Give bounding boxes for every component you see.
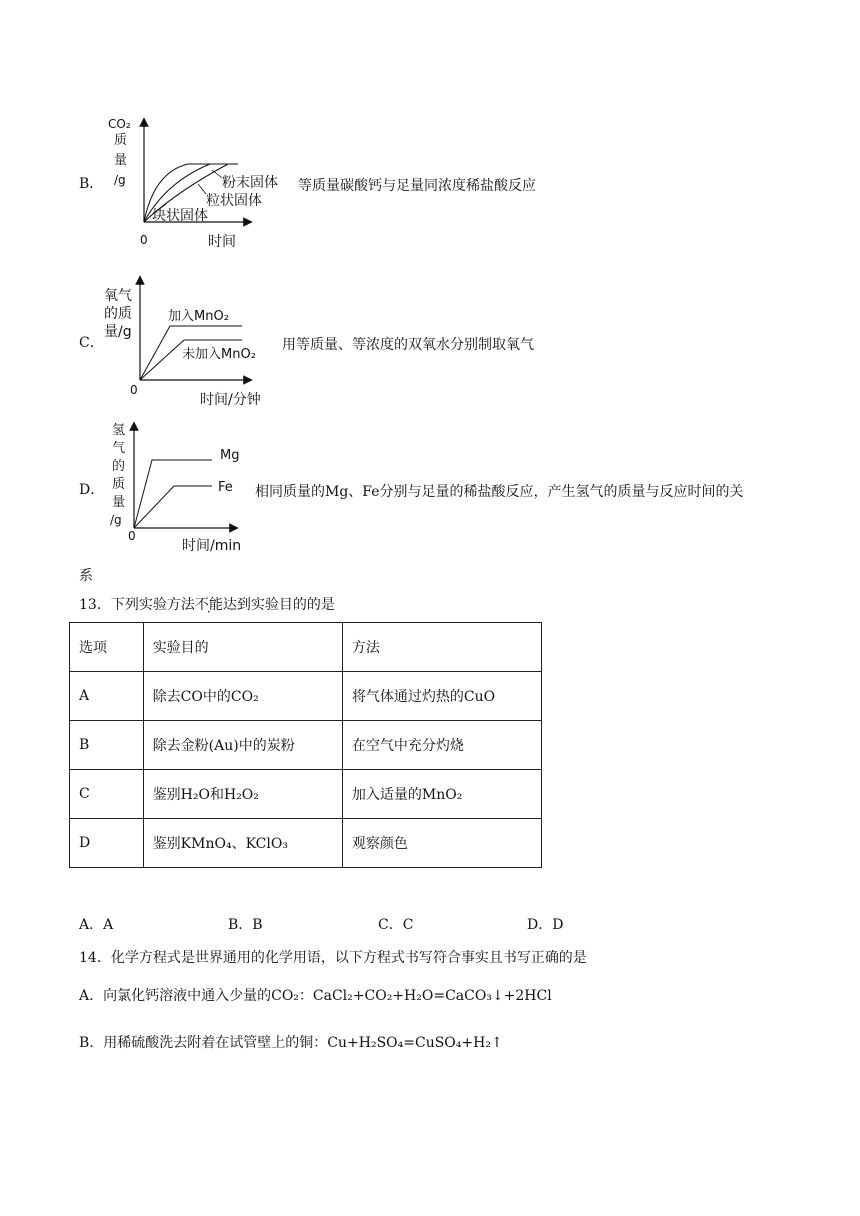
curve-label-without: 未加入MnO₂ [182,347,256,362]
ylabel-2: 量/g [104,324,132,340]
origin: 0 [140,233,148,247]
graph-b [100,112,300,252]
answer-a[interactable]: A．A [79,917,114,933]
origin: 0 [128,529,136,543]
xlabel: 时间/分钟 [200,392,261,408]
cell-method: 加入适量的MnO₂ [342,770,541,819]
option-d-letter: D． [79,482,105,498]
ylabel-0: 氢 [112,423,126,438]
q14-option-a[interactable]: A．向氯化钙溶液中通入少量的CO₂：CaCl₂+CO₂+H₂O=CaCO₃↓+2HCl [79,988,552,1004]
q13-stem-pre: 13．下列实验方法 [79,597,195,613]
q13-stem-post: 达到实验目的的是 [222,597,335,613]
cell-purpose: 除去金粉(Au)中的炭粉 [143,721,342,770]
answer-c[interactable]: C．C [378,917,414,933]
q14-stem: 14．化学方程式是世界通用的化学用语，以下方程式书写符合事实且书写正确的是 [79,950,587,966]
cell-method: 在空气中充分灼烧 [342,721,541,770]
xlabel: 时间 [208,234,236,250]
q14-option-b[interactable]: B．用稀硫酸洗去附着在试管壁上的铜：Cu+H₂SO₄=CuSO₄+H₂↑ [79,1035,503,1051]
table-row [70,770,542,819]
curve-label-fe: Fe [218,480,233,495]
option-b-letter: B． [79,176,104,192]
cell-option: B [70,721,144,770]
line-fe [134,486,212,528]
table-row [70,721,542,770]
q13-stem [79,594,335,614]
cell-method: 将气体通过灼热的CuO [342,672,541,721]
origin: 0 [130,383,138,397]
table-row [70,672,542,721]
option-b-desc: 等质量碳酸钙与足量同浓度稀盐酸反应 [298,178,536,194]
ylabel-1: 的质 [104,306,132,322]
ylabel-3: /g [114,173,126,187]
ylabel-2: 的 [112,459,126,474]
curve-label-powder: 粉末固体 [222,175,278,191]
ylabel-1: 气 [112,441,126,456]
graph-d [100,418,260,556]
cell-purpose: 除去CO中的CO₂ [143,672,342,721]
option-d-desc-cont: 系 [79,568,93,584]
table-row [70,819,542,868]
cell-purpose: 鉴别H₂O和H₂O₂ [143,770,342,819]
option-c-desc: 用等质量、等浓度的双氧水分别制取氧气 [282,337,534,353]
q13-table [69,622,542,868]
header-purpose: 实验目的 [143,623,342,672]
ylabel-5: /g [110,513,122,527]
header-option: 选项 [70,623,144,672]
answer-b[interactable]: B．B [228,917,263,933]
curve-label-block: 块状固体 [152,208,208,224]
table-header-row [70,623,542,672]
cell-option: A [70,672,144,721]
cell-option: C [70,770,144,819]
curve-label-with: 加入MnO₂ [168,309,229,324]
curve-label-granule: 粒状固体 [206,193,262,209]
option-c-letter: C． [79,335,104,351]
curve-label-mg: Mg [220,448,240,463]
cell-option: D [70,819,144,868]
ylabel-3: 质 [112,477,126,492]
cell-purpose: 鉴别KMnO₄、KClO₃ [143,819,342,868]
cell-method: 观察颜色 [342,819,541,868]
option-d-desc: 相同质量的Mg、Fe分别与足量的稀盐酸反应，产生氢气的质量与反应时间的关 [255,484,744,500]
q13-stem-emphasis: 不能 [194,597,223,613]
ylabel-4: 量 [112,495,126,510]
graph-c [100,272,280,412]
ylabel-0: CO₂ [108,117,131,131]
ylabel-0: 氧气 [104,288,132,304]
ylabel-1: 质 [114,133,128,148]
answer-d[interactable]: D．D [527,917,564,933]
header-method: 方法 [342,623,541,672]
ylabel-2: 量 [114,153,128,168]
line-mg [134,460,212,528]
xlabel: 时间/min [182,538,242,554]
